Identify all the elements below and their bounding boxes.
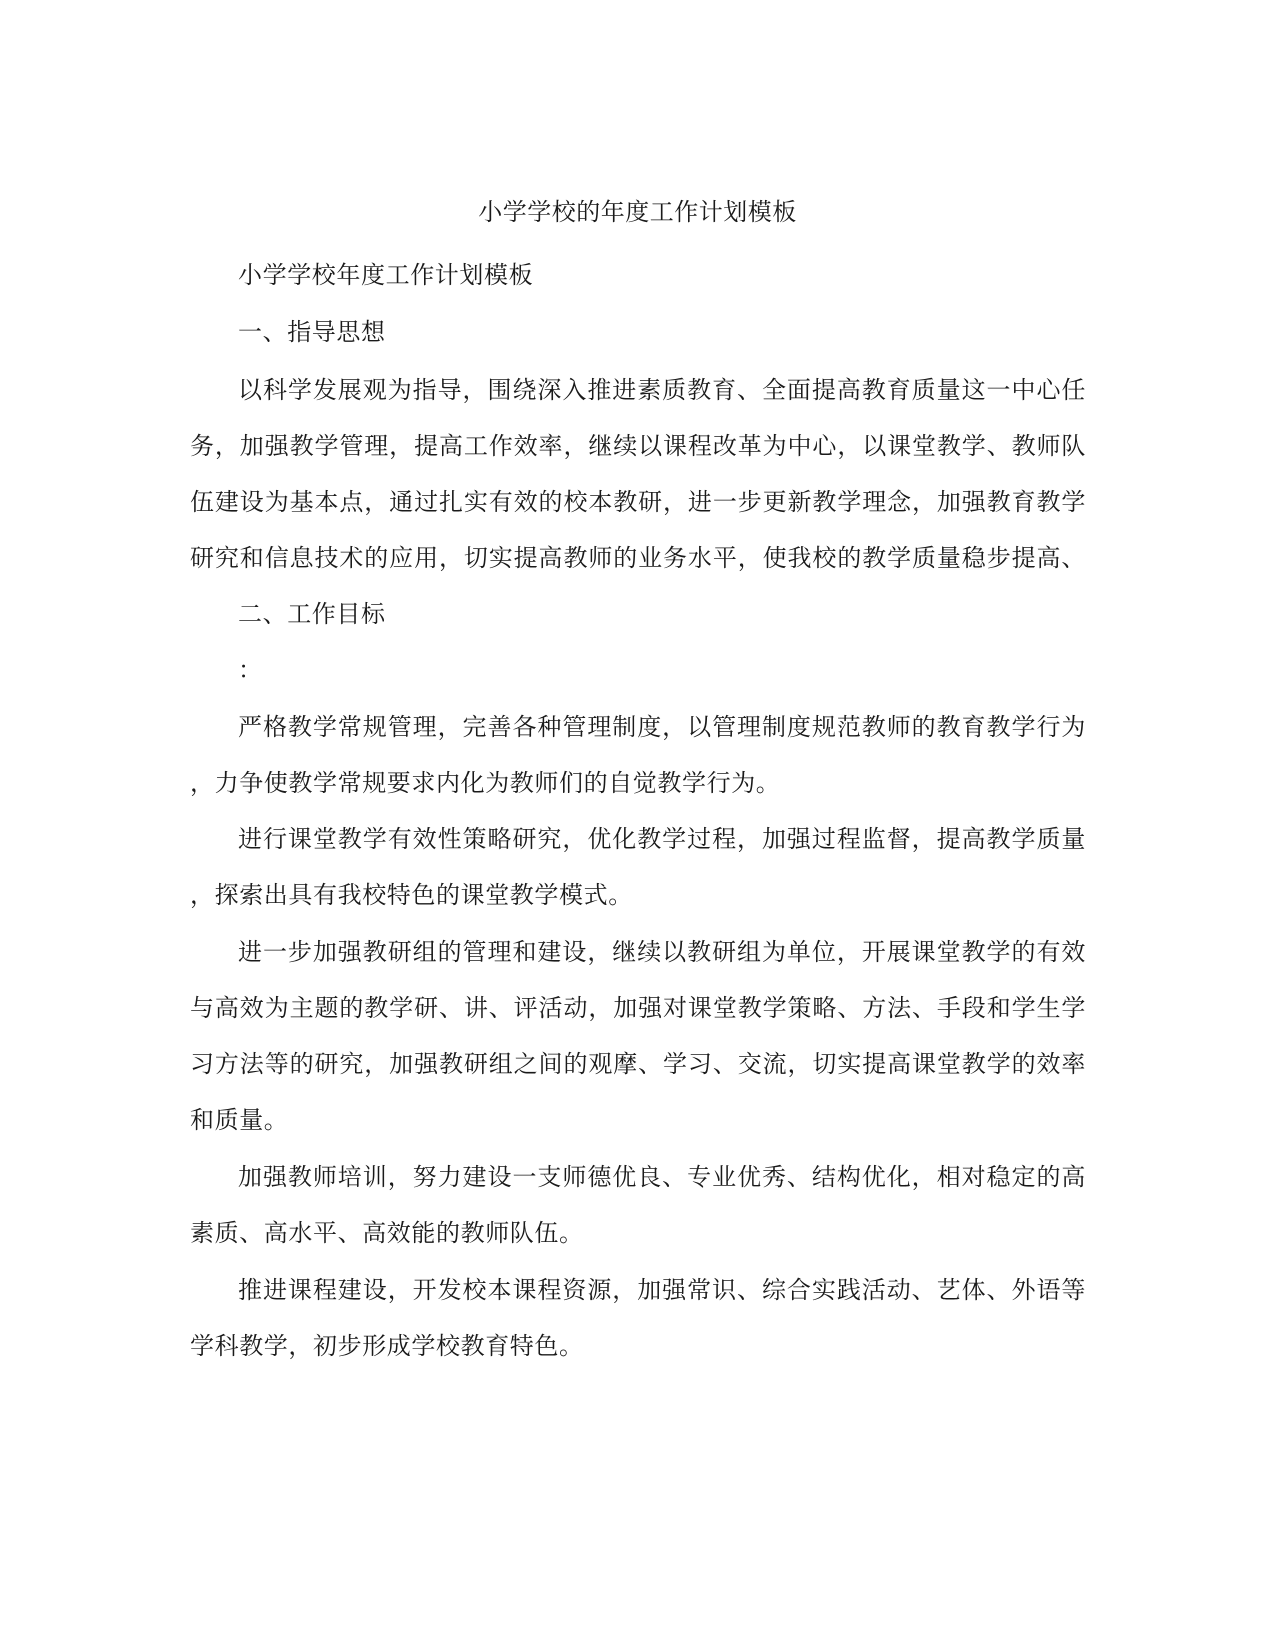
paragraph-line: ，力争使教学常规要求内化为教师们的自觉教学行为。 — [190, 769, 781, 797]
paragraph-line: ，探索出具有我校特色的课堂教学模式。 — [190, 881, 633, 909]
paragraph-line: 习方法等的研究，加强教研组之间的观摩、学习、交流，切实提高课堂教学的效率 — [190, 1050, 1086, 1078]
paragraph-line: 伍建设为基本点，通过扎实有效的校本教研，进一步更新教学理念，加强教育教学 — [190, 488, 1086, 516]
paragraph-line: 进行课堂教学有效性策略研究，优化教学过程，加强过程监督，提高教学质量 — [238, 825, 1086, 853]
paragraph-line: 进一步加强教研组的管理和建设，继续以教研组为单位，开展课堂教学的有效 — [238, 938, 1086, 966]
paragraph-line: 学科教学，初步形成学校教育特色。 — [190, 1332, 584, 1360]
section-heading-guiding-ideology: 一、指导思想 — [238, 318, 386, 346]
paragraph-line: 推进课程建设，开发校本课程资源，加强常识、综合实践活动、艺体、外语等 — [238, 1276, 1086, 1304]
paragraph-line: 素质、高水平、高效能的教师队伍。 — [190, 1219, 584, 1247]
paragraph-line: 加强教师培训，努力建设一支师德优良、专业优秀、结构优化，相对稳定的高 — [238, 1163, 1086, 1191]
paragraph-line: 严格教学常规管理，完善各种管理制度，以管理制度规范教师的教育教学行为 — [238, 713, 1086, 741]
colon-line: ： — [238, 656, 263, 684]
document-title: 小学学校的年度工作计划模板 — [478, 198, 797, 226]
paragraph-line: 与高效为主题的教学研、讲、评活动，加强对课堂教学策略、方法、手段和学生学 — [190, 994, 1086, 1022]
paragraph-line: 研究和信息技术的应用，切实提高教师的业务水平，使我校的教学质量稳步提高、 — [190, 544, 1086, 572]
paragraph-line: 和质量。 — [190, 1106, 289, 1134]
section-heading-work-goals: 二、工作目标 — [238, 600, 386, 628]
document-subtitle: 小学学校年度工作计划模板 — [238, 261, 534, 289]
paragraph-line: 务，加强教学管理，提高工作效率，继续以课程改革为中心，以课堂教学、教师队 — [190, 432, 1086, 460]
paragraph-line: 以科学发展观为指导，围绕深入推进素质教育、全面提高教育质量这一中心任 — [238, 376, 1086, 404]
